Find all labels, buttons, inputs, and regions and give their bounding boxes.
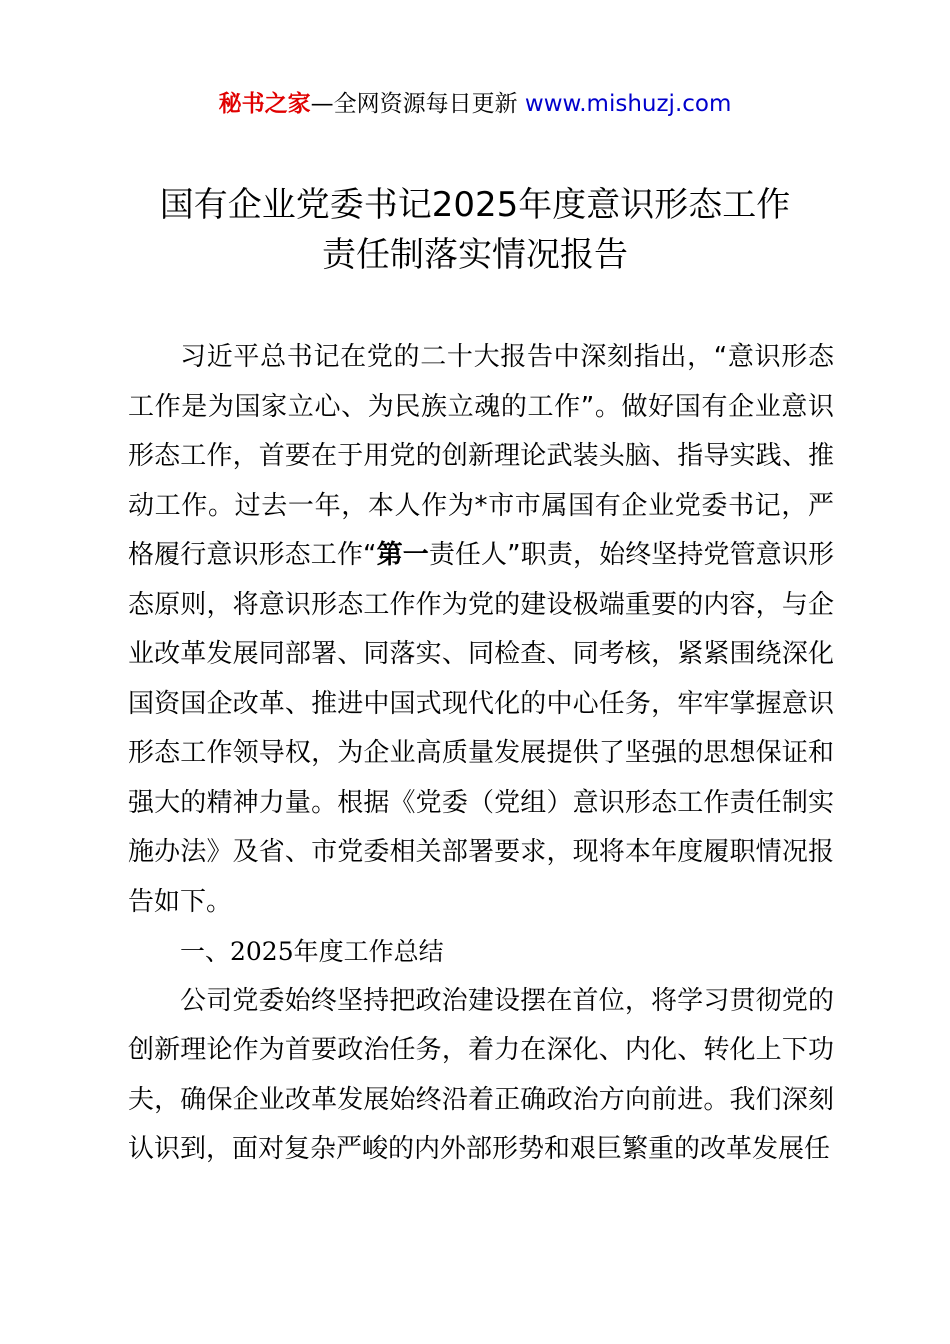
document-title [60, 180, 890, 280]
site-brand: 秘书之家 [218, 91, 311, 117]
site-url-link[interactable]: www.mishuzj.com [524, 91, 732, 117]
paragraph-summary: 公司党委始终坚持把政治建设摆在首位，将学习贯彻党的创新理论作为首要政治任务，着力在深化、内化、转化上下功夫，确保企业改革发展始终沿着正确政治方向前进。我们深刻认识到，面对复杂严峻的内外部形势和艰巨繁重的改革发展任 [128, 985, 834, 1164]
paragraph-intro [128, 333, 834, 927]
section-heading-1: 一、2025年度工作总结 [180, 937, 444, 966]
title-line-1: 国有企业党委书记2025年度意识形态工作 [159, 185, 791, 225]
site-header [0, 88, 950, 120]
site-tagline: —全网资源每日更新 [310, 91, 525, 117]
document-body [128, 333, 834, 1175]
paragraph-intro-text-2: 责任人”职责，始终坚持党管意识形态原则，将意识形态工作作为党的建设极端重要的内容，与企业改革发展同部署、同落实、同检查、同考核，紧紧围绕深化国资国企改革、推进中国式现代化的中心任务，牢牢掌握意识形态工作领导权，为企业高质量发展提供了坚强的思想保证和强大的精神力量。根据《党委（党组）意识形态工作责任制实施办法》及省、市党委相关部署要求，现将本年度履职情况报告如下。 [128, 540, 834, 917]
title-line-2: 责任制落实情况报告 [322, 235, 628, 275]
paragraph-intro-bold: 第一 [376, 540, 429, 570]
paragraph-intro-text-1: 习近平总书记在党的二十大报告中深刻指出，“意识形态工作是为国家立心、为民族立魂的工作”。做好国有企业意识形态工作，首要在于用党的创新理论武装头脑、指导实践、推动工作。过去一年，本人作为*市市属国有企业党委书记，严格履行意识形态工作“ [128, 342, 834, 570]
